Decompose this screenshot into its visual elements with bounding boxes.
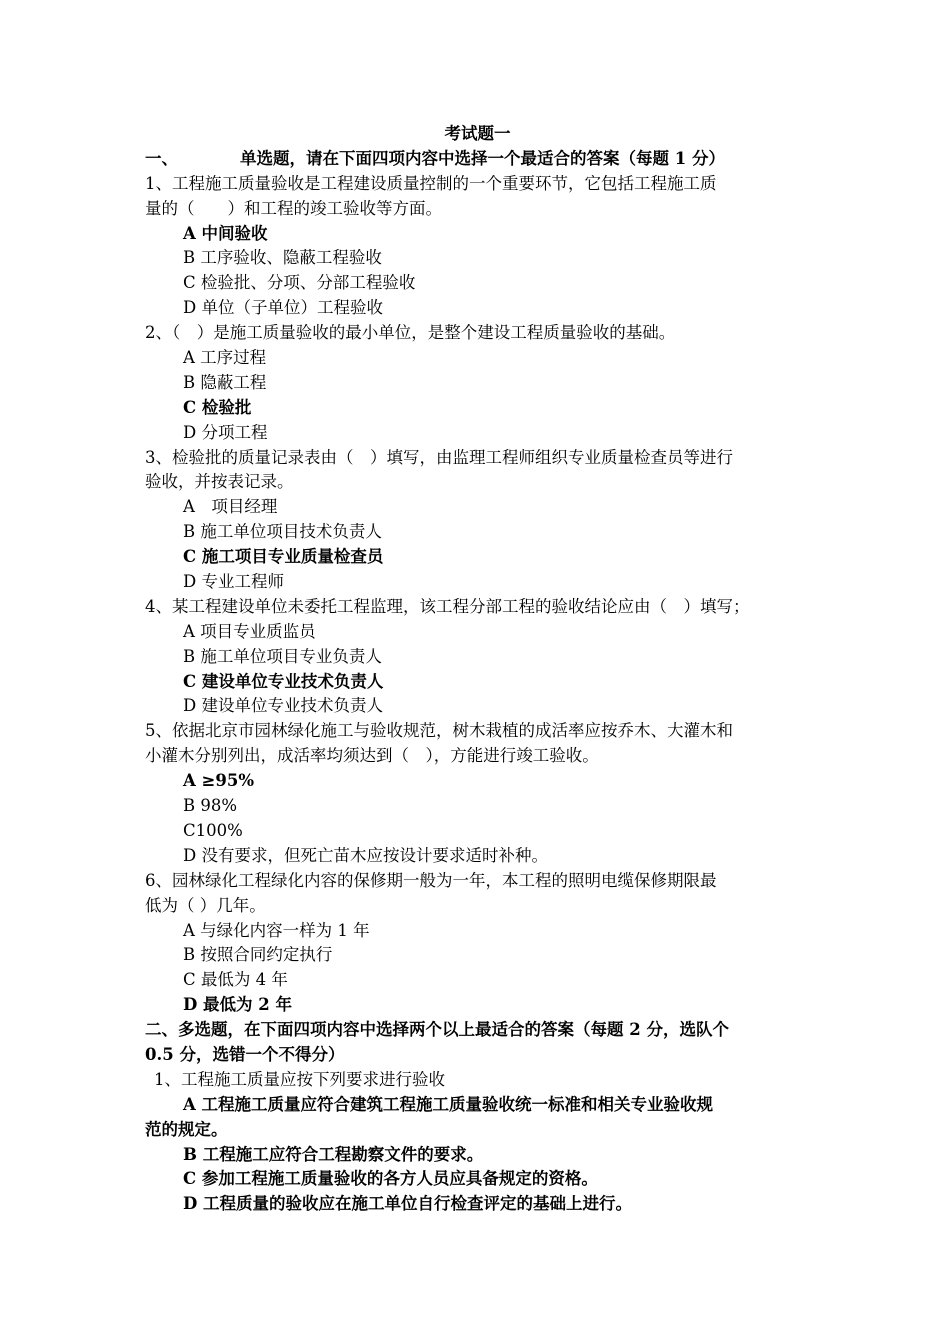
question-stem-line: 小灌木分别列出，成活率均须达到（ ），方能进行竣工验收。 xyxy=(145,746,599,766)
option: B 98% xyxy=(183,796,238,816)
section-1-number: 一、 xyxy=(145,148,178,168)
option: B 按照合同约定执行 xyxy=(183,945,333,965)
option-answer: C 施工项目专业质量检查员 xyxy=(183,547,384,567)
question-stem-line: 量的（ ）和工程的竣工验收等方面。 xyxy=(145,198,442,218)
option-answer: C 检验批 xyxy=(183,397,252,417)
question-3 xyxy=(145,446,810,595)
question-stem-line: 4、某工程建设单位未委托工程监理，该工程分部工程的验收结论应由（ ）填写； xyxy=(145,596,750,616)
option: C100% xyxy=(183,820,243,840)
option-answer: A ≥95% xyxy=(183,771,255,791)
question-stem-line: 2、（ ）是施工质量验收的最小单位，是整个建设工程质量验收的基础。 xyxy=(145,323,676,343)
option-answer: A 中间验收 xyxy=(183,223,268,243)
question-stem-line: 1、工程施工质量应按下列要求进行验收 xyxy=(154,1069,445,1089)
option: B 隐蔽工程 xyxy=(183,372,267,392)
option: A 与绿化内容一样为 1 年 xyxy=(183,920,370,940)
option-answer-continued: 范的规定。 xyxy=(145,1119,228,1139)
question-stem-line: 验收，并按表记录。 xyxy=(145,472,294,492)
option: D 专业工程师 xyxy=(183,572,284,592)
option-answer: D 工程质量的验收应在施工单位自行检查评定的基础上进行。 xyxy=(183,1194,633,1214)
section-1-heading-text: 单选题，请在下面四项内容中选择一个最适合的答案（每题 1 分） xyxy=(240,148,725,168)
document-title: 考试题一 xyxy=(444,124,511,143)
section-2-heading-line: 二、多选题，在下面四项内容中选择两个以上最适合的答案（每题 2 分，选队个 xyxy=(145,1020,729,1040)
option: D 建设单位专业技术负责人 xyxy=(183,696,383,716)
question-6 xyxy=(145,869,810,1018)
option: B 施工单位项目技术负责人 xyxy=(183,522,382,542)
option-answer: D 最低为 2 年 xyxy=(183,995,293,1015)
option-answer: C 参加工程施工质量验收的各方人员应具备规定的资格。 xyxy=(183,1169,598,1189)
option: B 工序验收、隐蔽工程验收 xyxy=(183,248,382,268)
section-1-heading xyxy=(145,147,810,172)
option: C 检验批、分项、分部工程验收 xyxy=(183,273,416,293)
option: B 施工单位项目专业负责人 xyxy=(183,646,382,666)
question-2 xyxy=(145,321,810,445)
option: C 最低为 4 年 xyxy=(183,970,288,990)
option: D 分项工程 xyxy=(183,422,268,442)
question-1 xyxy=(145,172,810,321)
multi-question-1 xyxy=(145,1068,810,1217)
option: A 项目经理 xyxy=(183,497,278,517)
option: D 没有要求，但死亡苗木应按设计要求适时补种。 xyxy=(183,845,548,865)
question-stem-line: 3、检验批的质量记录表由（ ）填写，由监理工程师组织专业质量检查员等进行 xyxy=(145,447,733,467)
option-answer: A 工程施工质量应符合建筑工程施工质量验收统一标准和相关专业验收规 xyxy=(183,1094,714,1114)
section-2-heading-line: 0.5 分，选错一个不得分） xyxy=(145,1044,345,1064)
question-4 xyxy=(145,595,810,719)
question-5 xyxy=(145,719,810,868)
option: A 项目专业质监员 xyxy=(183,621,316,641)
question-stem-line: 1、工程施工质量验收是工程建设质量控制的一个重要环节，它包括工程施工质 xyxy=(145,173,717,193)
document-page xyxy=(145,122,810,1217)
question-stem-line: 6、园林绿化工程绿化内容的保修期一般为一年，本工程的照明电缆保修期限最 xyxy=(145,870,717,890)
option-answer: B 工程施工应符合工程勘察文件的要求。 xyxy=(183,1144,484,1164)
question-stem-line: 5、依据北京市园林绿化施工与验收规范，树木栽植的成活率应按乔木、大灌木和 xyxy=(145,721,733,741)
option-answer: C 建设单位专业技术负责人 xyxy=(183,671,384,691)
question-stem-line: 低为（ ）几年。 xyxy=(145,895,266,915)
option: A 工序过程 xyxy=(183,348,267,368)
option: D 单位（子单位）工程验收 xyxy=(183,298,383,318)
